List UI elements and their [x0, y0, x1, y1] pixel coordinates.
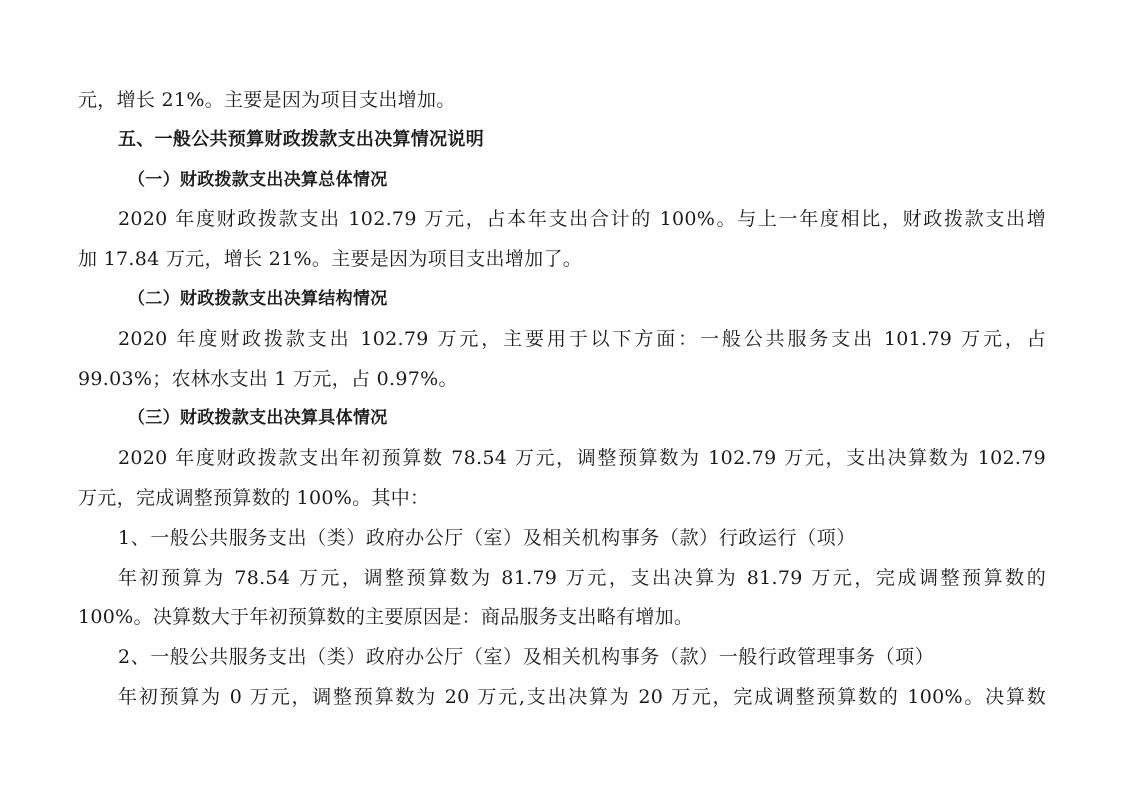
paragraph-line: 加 17.84 万元，增长 21%。主要是因为项目支出增加了。	[78, 248, 583, 270]
subsection-heading: （一）财政拨款支出决算总体情况	[128, 170, 388, 190]
paragraph-line: 100%。决算数大于年初预算数的主要原因是：商品服务支出略有增加。	[78, 606, 694, 628]
item-heading: 1、一般公共服务支出（类）政府办公厅（室）及相关机构事务（款）行政运行（项）	[118, 527, 856, 549]
subsection-heading: （二）财政拨款支出决算结构情况	[128, 289, 388, 309]
paragraph-line: 万元，完成调整预算数的 100%。其中：	[78, 487, 430, 509]
section-heading: 五、一般公共预算财政拨款支出决算情况说明	[118, 129, 484, 150]
paragraph-line: 2020 年度财政拨款支出 102.79 万元，主要用于以下方面：一般公共服务支出 101.79 万元，占	[118, 328, 1046, 350]
paragraph-line: 元，增长 21%。主要是因为项目支出增加。	[78, 89, 456, 111]
paragraph-line: 年初预算为 78.54 万元，调整预算数为 81.79 万元，支出决算为 81.79 万元，完成调整预算数的	[118, 567, 1046, 589]
subsection-heading: （三）财政拨款支出决算具体情况	[128, 408, 388, 428]
item-heading: 2、一般公共服务支出（类）政府办公厅（室）及相关机构事务（款）一般行政管理事务（项）	[118, 646, 935, 668]
paragraph-line: 99.03%；农林水支出 1 万元，占 0.97%。	[78, 368, 458, 390]
paragraph-line: 2020 年度财政拨款支出年初预算数 78.54 万元，调整预算数为 102.79 万元，支出决算数为 102.79	[118, 447, 1046, 469]
paragraph-line: 2020 年度财政拨款支出 102.79 万元，占本年支出合计的 100%。与上一年度相比，财政拨款支出增	[118, 208, 1046, 230]
paragraph-line: 年初预算为 0 万元，调整预算数为 20 万元,支出决算为 20 万元，完成调整预算数的 100%。决算数	[118, 686, 1046, 708]
